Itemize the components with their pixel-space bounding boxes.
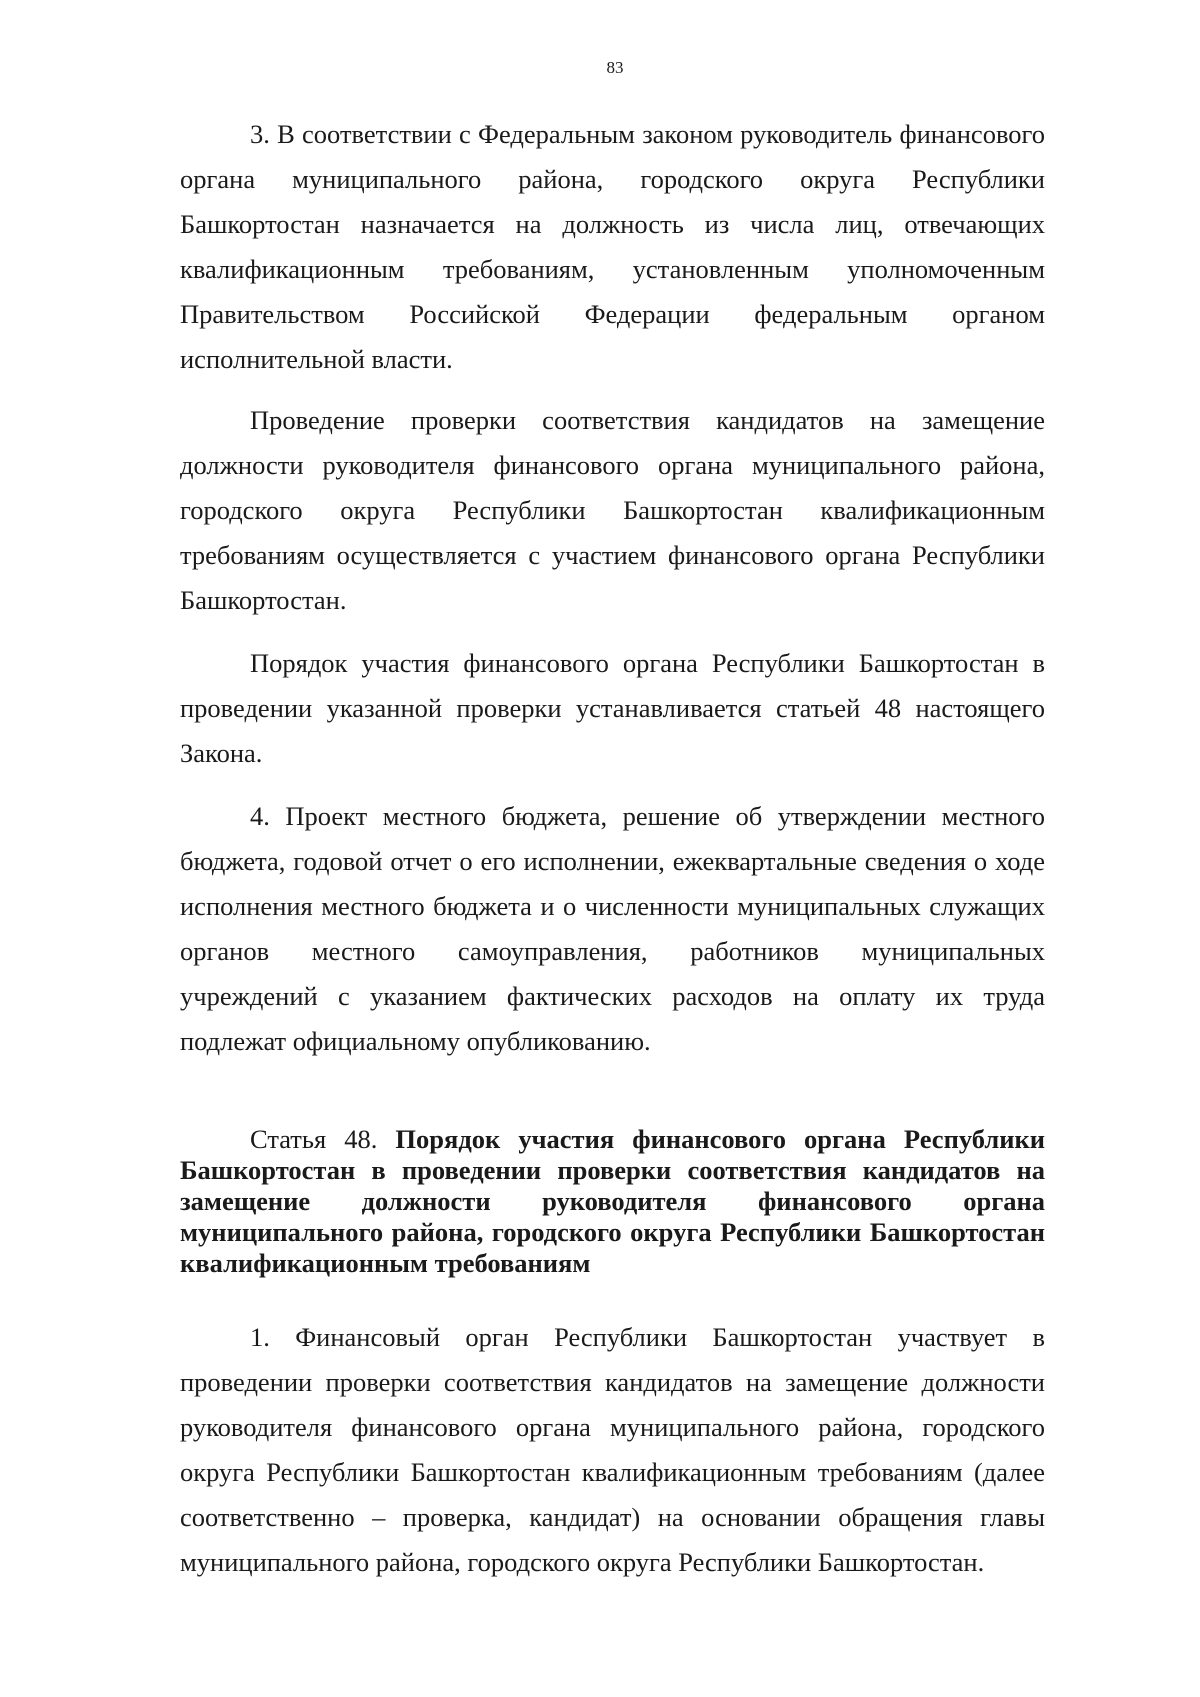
article-title: Порядок участия финансового органа Республики Башкортостан в проведении проверки соответствия кандидатов на замещение должности руководителя финансового органа муниципального района, городского округа Республики Башкортостан квалификационным требованиям	[180, 1124, 1045, 1278]
article-heading	[180, 1124, 1045, 1279]
article-48-paragraph-1: 1. Финансовый орган Республики Башкортостан участвует в проведении проверки соответствия кандидатов на замещение должности руководителя финансового органа муниципального района, городского округа Республики Башкортостан квалификационным требованиям (далее соответственно – проверка, кандидат) на основании обращения главы муниципального района, городского округа Республики Башкортостан.	[180, 1322, 1045, 1577]
paragraph-participation-order: Порядок участия финансового органа Республики Башкортостан в проведении указанной проверки устанавливается статьей 48 настоящего Закона.	[180, 648, 1045, 768]
article-label: Статья 48.	[250, 1124, 378, 1154]
paragraph-3-appointment: 3. В соответствии с Федеральным законом руководитель финансового органа муниципального района, городского округа Республики Башкортостан назначается на должность из числа лиц, отвечающих квалификационным требованиям, установленным уполномоченным Правительством Российской Федерации федеральным органом исполнительной власти.	[180, 119, 1045, 374]
paragraph-4-budget-publication: 4. Проект местного бюджета, решение об утверждении местного бюджета, годовой отчет о его исполнении, ежеквартальные сведения о ходе исполнения местного бюджета и о численности муниципальных служащих органов местного самоуправления, работников муниципальных учреждений с указанием фактических расходов на оплату их труда подлежат официальному опубликованию.	[180, 801, 1045, 1056]
page-number: 83	[606, 58, 624, 77]
paragraph-qualification-check: Проведение проверки соответствия кандидатов на замещение должности руководителя финансового органа муниципального района, городского округа Республики Башкортостан квалификационным требованиям осуществляется с участием финансового органа Республики Башкортостан.	[180, 405, 1045, 615]
document-body	[180, 112, 1045, 1585]
